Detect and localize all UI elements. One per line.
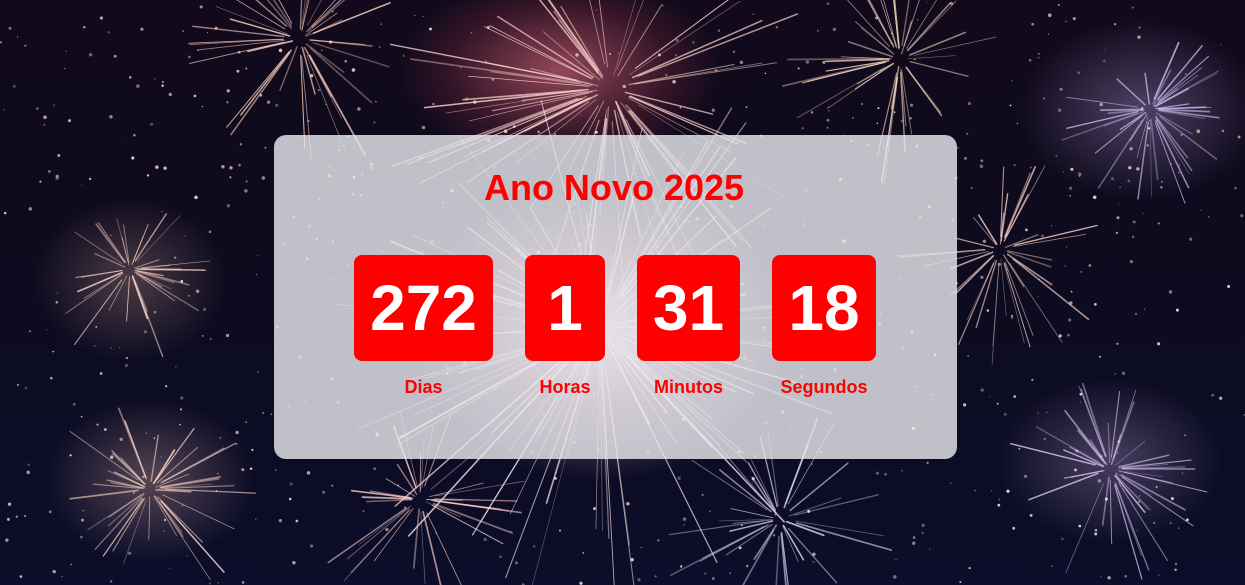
firework-burst: [1011, 384, 1207, 579]
firework-burst: [70, 408, 255, 579]
minutes-label: Minutos: [654, 377, 723, 397]
countdown-title: Ano Novo 2025: [483, 167, 745, 208]
days-unit: [354, 255, 493, 397]
days-label: Dias: [404, 377, 443, 397]
hours-unit: [525, 255, 605, 397]
hours-value: 1: [525, 255, 605, 361]
seconds-value: 18: [772, 255, 876, 361]
firework-burst: [66, 214, 210, 357]
minutes-unit: [637, 255, 740, 397]
minutes-value: 31: [637, 255, 740, 361]
seconds-unit: [772, 255, 876, 397]
hours-label: Horas: [539, 377, 591, 397]
days-value: 272: [354, 255, 493, 361]
seconds-label: Segundos: [780, 377, 868, 397]
